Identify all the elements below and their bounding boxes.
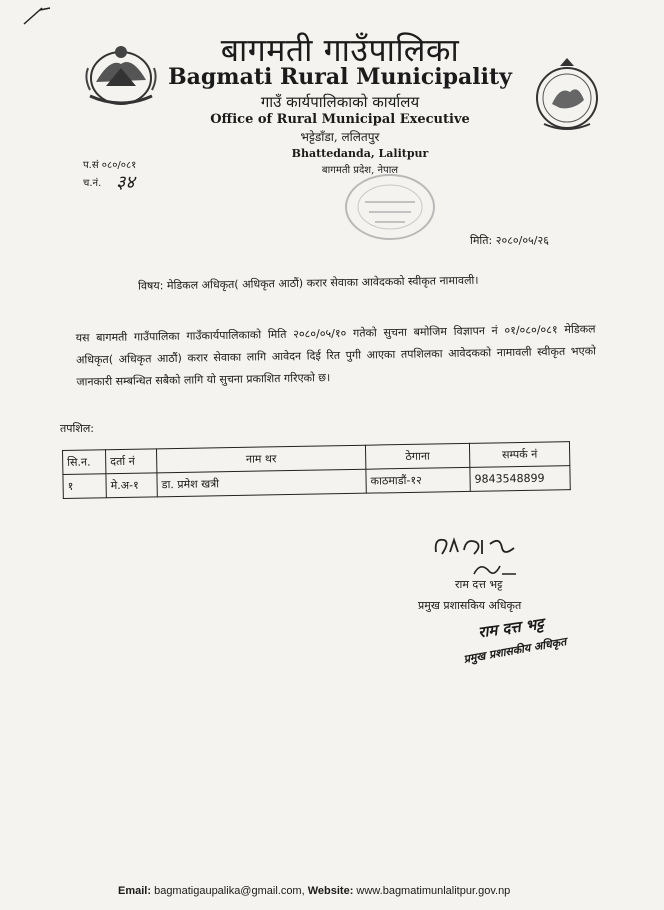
nepal-government-emblem-icon — [80, 38, 162, 112]
col-contact: सम्पर्क नं — [469, 442, 569, 468]
corner-slash-mark — [22, 6, 52, 26]
cell-name: डा. प्रमेश खत्री — [157, 469, 366, 497]
applicant-table — [62, 441, 571, 499]
website-link[interactable]: www.bagmatimunlalitpur.gov.np — [356, 885, 511, 897]
cell-address: काठमाडौं-१२ — [366, 467, 470, 493]
col-registration-no: दर्ता नं — [106, 449, 157, 474]
office-name-nepali: गाउँ कार्यपालिकाको कार्यालय — [260, 93, 420, 111]
office-round-stamp — [335, 168, 445, 246]
col-serial-no: सि.न. — [63, 450, 106, 475]
dispatch-number-handwritten: ३४ — [116, 172, 135, 193]
address-nepali: भट्टेडाँडा, ललितपुर — [300, 130, 380, 144]
office-name-english: Office of Rural Municipal Executive — [210, 112, 470, 127]
municipality-logo-icon — [530, 56, 604, 136]
website-label: Website: — [307, 885, 354, 897]
seal-signer-title: प्रमुख प्रशासकीय अधिकृत — [462, 635, 568, 666]
cell-contact: 9843548899 — [470, 466, 570, 492]
seal-signer-name: राम दत्त भट्ट — [477, 614, 545, 642]
letter-date: मिति: २०८०/०५/२६ — [470, 234, 549, 247]
cell-serial-no: १ — [63, 474, 106, 499]
signer-name: राम दत्त भट्ट — [455, 578, 503, 591]
municipality-title-nepali: बागमती गाउँपालिका — [220, 31, 460, 69]
letter-subject: विषय: मेडिकल अधिकृत( अधिकृत आठौं) करार सेवाका आवेदकको स्वीकृत नामावली। — [137, 273, 479, 293]
municipality-title-english: Bagmati Rural Municipality — [168, 64, 512, 90]
handwritten-signature — [430, 530, 520, 560]
col-name: नाम थर — [156, 445, 365, 473]
letter-body: यस बागमती गाउँपालिका गाउँकार्यपालिकाको मिति २०८०/०५/१० गतेको सुचना बमोजिम विज्ञापन नं ०१/०८०/०८१ मेडिकल अधिकृत( अधिकृत आठौं) करार सेवाका लागि आवेदन दिई रित पुगी आएका तपशिलका आवेदकको नामावली स्वीकृत भएको जानकारी सम्बन्धित सबैको लागि यो सुचना प्रकाशित गरिएको छ। — [75, 322, 597, 389]
letter-number: प.सं ०८०/०८१ — [83, 160, 137, 171]
address-english: Bhattedanda, Lalitpur — [291, 147, 429, 160]
province-nepali: बागमती प्रदेश, नेपाल — [321, 165, 399, 176]
email-link[interactable]: bagmatigaupalika@gmail.com, — [154, 885, 305, 897]
email-label: Email: — [118, 885, 152, 897]
contact-footer — [118, 885, 638, 897]
details-label: तपशिल: — [60, 422, 95, 435]
cell-registration-no: मे.अ-१ — [106, 473, 157, 498]
dispatch-number-label: च.नं. — [83, 178, 102, 189]
col-address: ठेगाना — [365, 443, 469, 469]
signer-title: प्रमुख प्रशासकिय अधिकृत — [418, 599, 522, 612]
